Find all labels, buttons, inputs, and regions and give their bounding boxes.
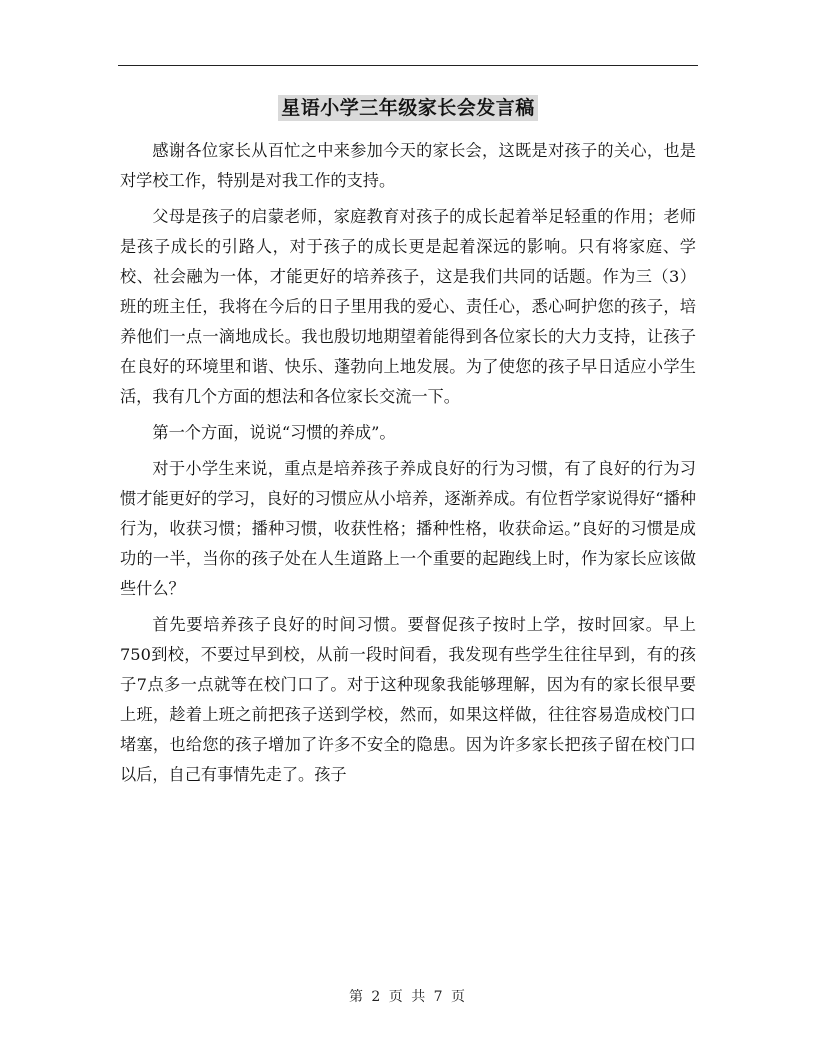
header-rule [118, 65, 698, 66]
paragraph-5: 首先要培养孩子良好的时间习惯。要督促孩子按时上学，按时回家。早上750到校，不要过早到校，从前一段时间看，我发现有些学生往往早到，有的孩子7点多一点就等在校门口了。对于这种现象我能够理解，因为有的家长很早要上班，趁着上班之前把孩子送到学校，然而，如果这样做，往往容易造成校门口堵塞，也给您的孩子增加了许多不安全的隐患。因为许多家长把孩子留在校门口以后，自己有事情先走了。孩子 [120, 615, 696, 784]
paragraph-3: 第一个方面，说说“习惯的养成”。 [152, 423, 396, 442]
page-number-footer: 第 2 页 共 7 页 [348, 989, 468, 1005]
paragraph-1: 感谢各位家长从百忙之中来参加今天的家长会，这既是对孩子的关心，也是对学校工作，特别是对我工作的支持。 [120, 141, 696, 190]
paragraph-2: 父母是孩子的启蒙老师，家庭教育对孩子的成长起着举足轻重的作用；老师是孩子成长的引路人，对于孩子的成长更是起着深远的影响。只有将家庭、学校、社会融为一体，才能更好的培养孩子，这是我们共同的话题。作为三（3）班的班主任，我将在今后的日子里用我的爱心、责任心，悉心呵护您的孩子，培养他们一点一滴地成长。我也殷切地期望着能得到各位家长的大力支持，让孩子在良好的环境里和谐、快乐、蓬勃向上地发展。为了使您的孩子早日适应小学生活，我有几个方面的想法和各位家长交流一下。 [120, 207, 696, 406]
title-text: 星语小学三年级家长会发言稿 [278, 95, 538, 121]
document-body [120, 136, 696, 796]
document-title [0, 94, 816, 122]
paragraph-4: 对于小学生来说，重点是培养孩子养成良好的行为习惯，有了良好的行为习惯才能更好的学习，良好的习惯应从小培养，逐渐养成。有位哲学家说得好“播种行为，收获习惯；播种习惯，收获性格；播种性格，收获命运。”良好的习惯是成功的一半，当你的孩子处在人生道路上一个重要的起跑线上时，作为家长应该做些什么？ [120, 459, 696, 598]
